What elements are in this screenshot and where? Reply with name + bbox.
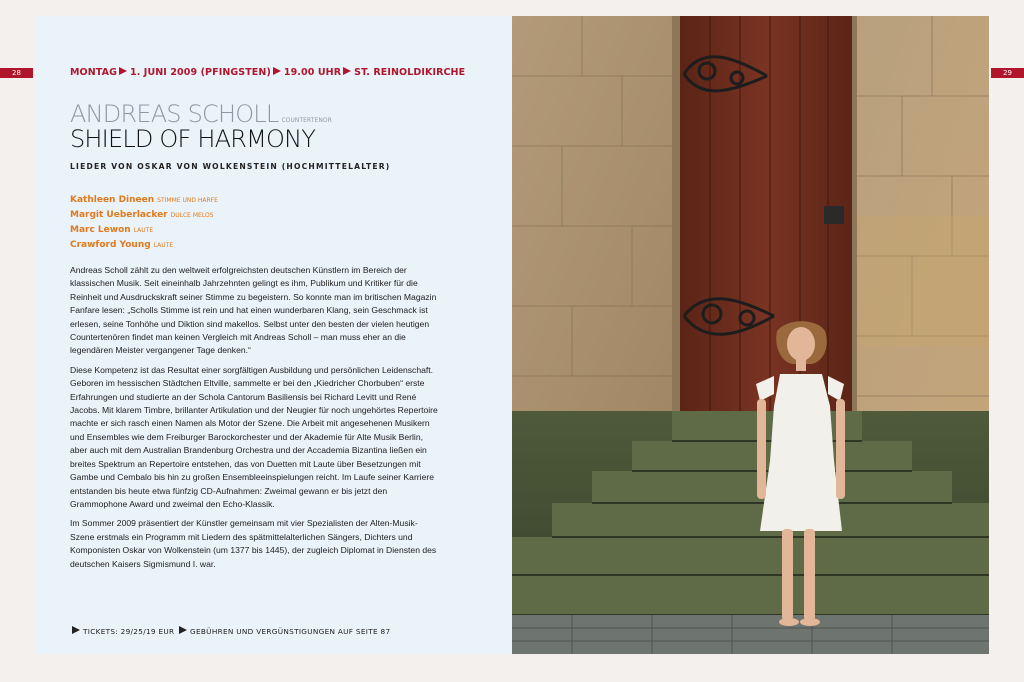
performer-name: Marc Lewon (70, 225, 131, 235)
artist-name: ANDREAS SCHOLL (70, 100, 279, 128)
arrow-icon (179, 626, 187, 634)
performer-item (70, 205, 218, 220)
arrow-icon (72, 626, 80, 634)
performer-list (70, 190, 218, 250)
program-subtitle: LIEDER VON OSKAR VON WOLKENSTEIN (HOCHMITTELALTER) (70, 162, 391, 171)
event-info-line (70, 67, 465, 78)
ticket-info (70, 626, 390, 636)
performer-item (70, 235, 218, 250)
performer-name: Margit Ueberlacker (70, 210, 168, 220)
page-number-left: 28 (0, 68, 33, 78)
artist-heading (70, 100, 332, 128)
page-number-right: 29 (991, 68, 1024, 78)
performer-name: Kathleen Dineen (70, 195, 155, 205)
event-time: 19.00 UHR (283, 67, 342, 78)
performer-role: LAUTE (153, 242, 174, 249)
photo-girl-at-church-door (512, 16, 989, 654)
artist-role: COUNTERTENOR (281, 118, 332, 124)
performer-item (70, 220, 218, 235)
arrow-icon (343, 67, 351, 75)
performer-item (70, 190, 218, 205)
performer-role: STIMME UND HARFE (157, 197, 218, 204)
program-title: SHIELD OF HARMONY (70, 125, 316, 153)
paragraph: Andreas Scholl zählt zu den weltweit erfolgreichsten deutschen Künstlern im Bereich der klassischen Musik. Seit eineinhalb Jahrzehnten gelingt es ihm, Publikum und Kritiker für die Reinheit und Ausdruckskraft seiner Stimme zu begeistern. So konnte man im britischen Magazin Fanfare lesen: „Scholls Stimme ist rein und hat einen wunderbaren Klang, sein Geschmack ist erlesen, seine Tonhöhe und Diktion sind makellos. Selbst unter den besten der vielen heutigen Countertenören findet man keinen Vergleich mit Andreas Scholl – man muss eher an die legendären Meister vergangener Tage denken.“ (70, 265, 437, 356)
ticket-prices: TICKETS: 29/25/19 EUR (83, 627, 175, 636)
performer-role: LAUTE (133, 227, 154, 234)
ticket-fees-note: GEBÜHREN UND VERGÜNSTIGUNGEN AUF SEITE 87 (190, 627, 391, 636)
performer-name: Crawford Young (70, 240, 151, 250)
biography-text (70, 264, 442, 577)
arrow-icon (273, 67, 281, 75)
event-date: 1. JUNI 2009 (PFINGSTEN) (129, 67, 271, 78)
event-venue: ST. REINOLDIKIRCHE (354, 67, 466, 78)
event-day: MONTAG (70, 67, 117, 78)
paragraph: Im Sommer 2009 präsentiert der Künstler gemeinsam mit vier Spezialisten der Alten-Musik-Szene erstmals ein Programm mit Liedern des spätmittelalterlichen Sängers, Dichters und Komponisten Oskar von Wolkenstein (um 1377 bis 1445), der zugleich Diplomat in Diensten des deutschen Kaisers Sigmismund I. war. (70, 518, 437, 569)
arrow-icon (119, 67, 127, 75)
paragraph: Diese Kompetenz ist das Resultat einer sorgfältigen Ausbildung und persönlichen Leidenschaft. Geboren im hessischen Städtchen Eltville, sammelte er bei den „Kiedricher Chorbuben“ erste Erfahrungen und studierte an der Schola Cantorum Basiliensis bei Richard Levitt und René Jacobs. Mit klarem Timbre, brillanter Artikulation und der Neugier für noch ungehörtes Repertoire machte er sich rasch einen Namen als Motor der Szene. Die Arbeit mit angesehenen Musikern und Ensembles wie dem Freiburger Barockorchester und der Akademie für Alte Musik Berlin, aber auch mit dem Australian Brandenburg Orchestra und der Accademia Bizantina ließen ein breites Spektrum an Repertoire entstehen, das von Duetten mit Laute über Besetzungen mit Gambe und Cembalo bis hin zu großen Ensembleeinspielungen reicht. Im Laufe seiner Karriere entstanden bis heute etwa fünfzig CD-Aufnahmen: Zweimal gewann er bis jetzt den Grammophone Award und zweimal den Echo-Klassik. (70, 364, 438, 509)
performer-role: DULCE MELOS (170, 212, 214, 219)
